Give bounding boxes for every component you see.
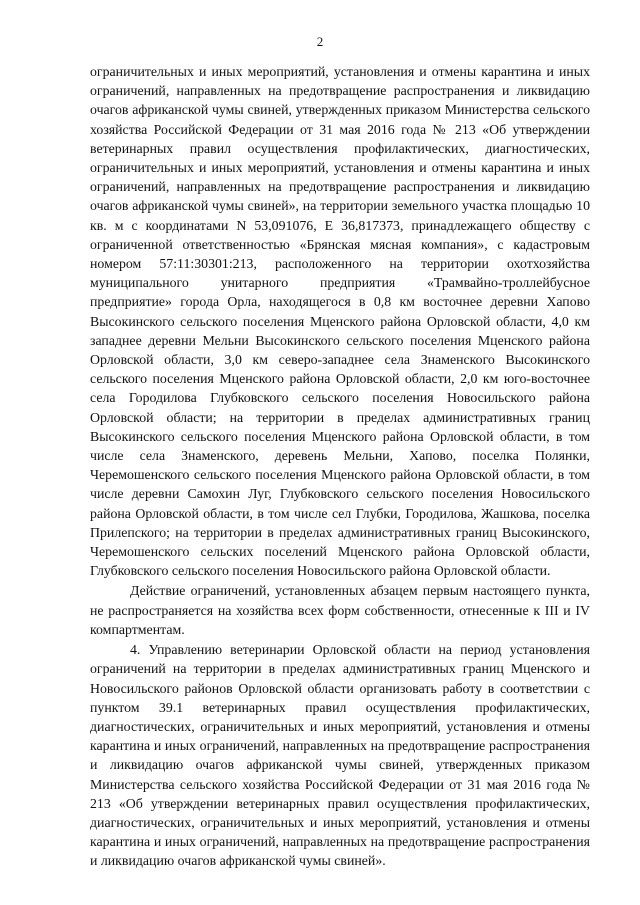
page-number: 2 [316,34,324,49]
paragraph-item-4: 4. Управлению ветеринарии Орловской области на период установления ограничений на территории в пределах административных границ Мценского и Новосильского районов Орловской области организовать работу в соответствии с пунктом 39.1 ветеринарных правил осуществления профилактических, диагностических, ограничительных и иных мероприятий, установления и отмены карантина и иных ограничений, направленных на предотвращение распространения и ликвидацию очагов африканской чумы свиней, утвержденных приказом Министерства сельского хозяйства Российской Федерации от 31 мая 2016 года № 213 «Об утверждении ветеринарных правил осуществления профилактических, диагностических, ограничительных и иных мероприятий, установления и отмены карантина и иных ограничений, направленных на предотвращение распространения и ликвидацию очагов африканской чумы свиней». [90,642,590,869]
document-body [90,62,590,871]
paragraph-restrictions-exception: Действие ограничений, установленных абзацем первым настоящего пункта, не распространяется на хозяйства всех форм собственности, отнесенные к III и IV компартментам. [90,583,590,637]
paragraph-continuation: ограничительных и иных мероприятий, установления и отмены карантина и иных ограничений, направленных на предотвращение распространения и ликвидацию очагов африканской чумы свиней, утвержденных приказом Министерства сельского хозяйства Российской Федерации от 31 мая 2016 года № 213 «Об утверждении ветеринарных правил осуществления профилактических, диагностических, ограничительных и иных мероприятий, установления и отмены карантина и иных ограничений, направленных на предотвращение распространения и ликвидацию очагов африканской чумы свиней», на территории земельного участка площадью 10 кв. м с координатами N 53,091076, E 36,817373, принадлежащего обществу с ограниченной ответственностью «Брянская мясная компания», с кадастровым номером 57:11:30301:213, расположенного на территории охотхозяйства муниципального унитарного предприятия «Трамвайно-троллейбусное предприятие» города Орла, находящегося в 0,8 км восточнее деревни Хапово Высокинского сельского поселения Мценского района Орловской области, 4,0 км западнее деревни Мельни Высокинского сельского поселения Мценского района Орловской области, 3,0 км северо-западнее села Знаменского Высокинского сельского поселения Мценского района Орловской области, 2,0 км юго-восточнее села Городилова Глубковского сельского поселения Новосильского района Орловской области; на территории в пределах административных границ Высокинского сельского поселения Мценского района Орловской области, в том числе села Знаменского, деревень Мельни, Хапово, поселка Полянки, Черемошенского сельского поселения Мценского района Орловской области, в том числе деревни Самохин Луг, Глубковского сельского поселения Новосильского района Орловской области, в том числе сел Глубки, Городилова, Жашкова, поселка Прилепского; на территории в пределах административных границ Высокинского, Черемошенского сельских поселений Мценского района Орловской области, Глубковского сельского поселения Новосильского района Орловской области. [90,64,590,579]
